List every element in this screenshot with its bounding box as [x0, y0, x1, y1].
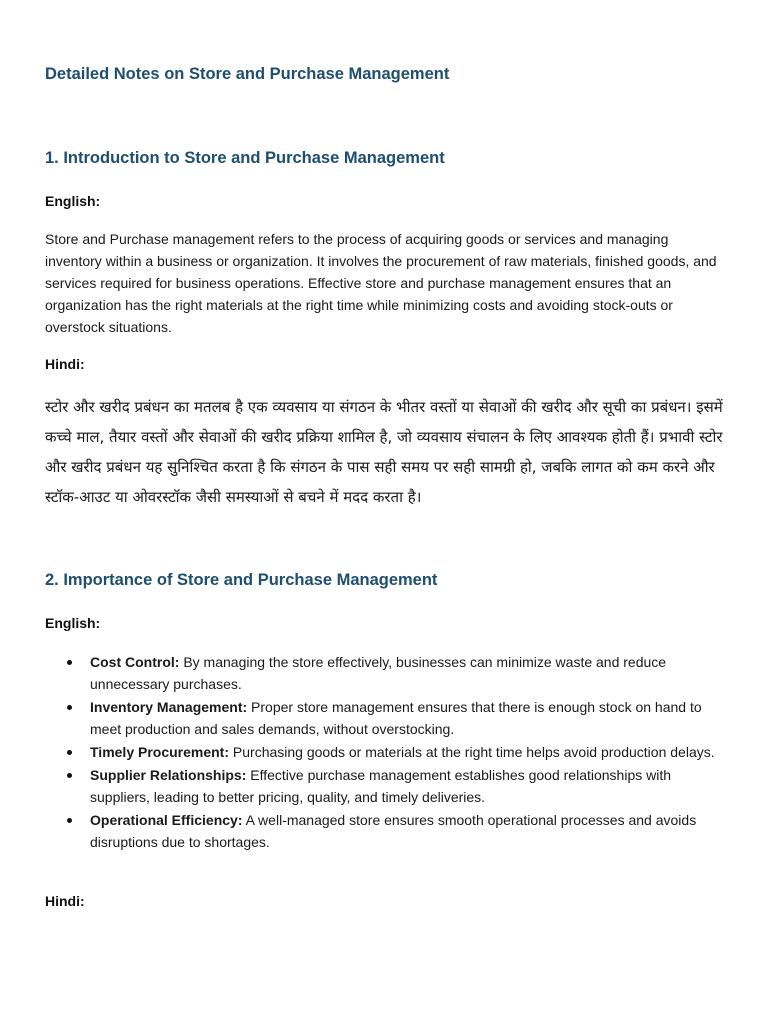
- list-item: [45, 651, 725, 695]
- hindi-label: Hindi:: [45, 356, 85, 372]
- bullet-text: Purchasing goods or materials at the right time helps avoid production delays.: [229, 744, 715, 760]
- list-item: [45, 764, 725, 808]
- bullet-icon: [67, 705, 72, 710]
- bullet-icon: [67, 773, 72, 778]
- bullet-term: Cost Control:: [90, 654, 180, 670]
- bullet-icon: [67, 818, 72, 823]
- english-label: English:: [45, 193, 101, 209]
- bullet-icon: [67, 660, 72, 665]
- list-item: [45, 809, 725, 853]
- list-item: [45, 696, 725, 740]
- section-heading-importance: 2. Importance of Store and Purchase Management: [45, 571, 438, 589]
- english-label: English:: [45, 615, 101, 631]
- section-heading-introduction: 1. Introduction to Store and Purchase Management: [45, 149, 445, 167]
- bullet-icon: [67, 750, 72, 755]
- bullet-term: Operational Efficiency:: [90, 812, 243, 828]
- hindi-label: Hindi:: [45, 893, 85, 909]
- english-paragraph: Store and Purchase management refers to the process of acquiring goods or services and managing inventory within a business or organization. It involves the procurement of raw materials, finished goods, and services required for business operations. Effective store and purchase management ensures that an organization has the right materials at the right time while minimizing costs and avoiding stock-outs or overstock situations.: [45, 231, 717, 335]
- bullet-text: A well-managed store ensures smooth operational processes and avoids disruptions due to shortages.: [90, 812, 697, 850]
- document-title: Detailed Notes on Store and Purchase Management: [45, 65, 450, 83]
- bullet-term: Supplier Relationships:: [90, 767, 247, 783]
- bullet-text: Proper store management ensures that there is enough stock on hand to meet production and sales demands, without overstocking.: [90, 699, 702, 737]
- bullet-text: Effective purchase management establishes good relationships with suppliers, leading to better pricing, quality, and timely deliveries.: [90, 767, 672, 805]
- hindi-paragraph: स्टोर और खरीद प्रबंधन का मतलब है एक व्यवसाय या संगठन के भीतर वस्तों या सेवाओं की खरीद और सूची का प्रबंधन। इसमें कच्चे माल, तैयार वस्तों और सेवाओं की खरीद प्रक्रिया शामिल है, जो व्यवसाय संचालन के लिए आवश्यक होती हैं। प्रभावी स्टोर और खरीद प्रबंधन यह सुनिश्चित करता है कि संगठन के पास सही समय पर सही सामग्री हो, जबकि लागत को कम करने और स्टॉक-आउट या ओवरस्टॉक जैसी समस्याओं से बचने में मदद करता है।: [45, 398, 723, 506]
- importance-bullet-list: [45, 651, 725, 854]
- bullet-term: Timely Procurement:: [90, 744, 230, 760]
- list-item: [45, 741, 725, 763]
- bullet-text: By managing the store effectively, businesses can minimize waste and reduce unnecessary purchases.: [90, 654, 667, 692]
- bullet-term: Inventory Management:: [90, 699, 248, 715]
